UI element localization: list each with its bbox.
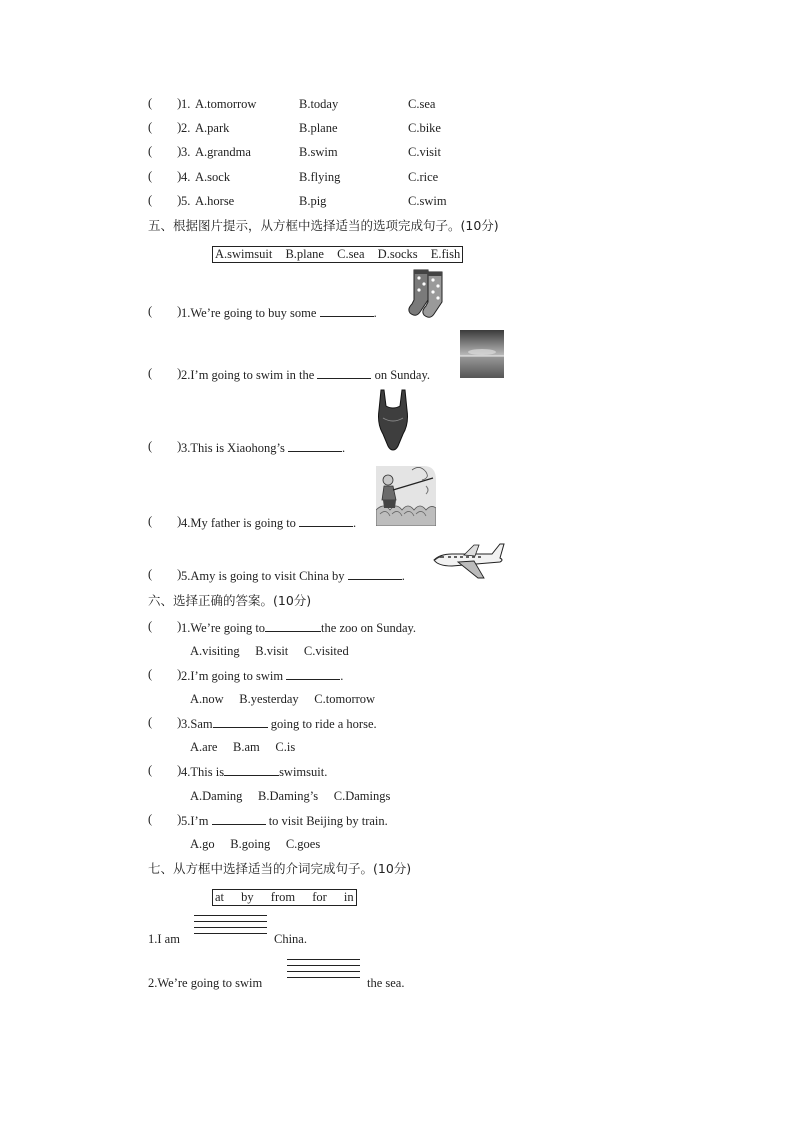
option: B.plane <box>285 247 324 261</box>
question-text: . <box>401 569 405 583</box>
question-text: going to ride a horse. <box>270 717 377 731</box>
section6-title: 六、选择正确的答案。(10分) <box>148 593 312 608</box>
option-c: C.sea <box>408 97 436 111</box>
answer-paren[interactable]: ( ) <box>148 439 182 453</box>
socks-picture <box>408 268 450 320</box>
answer-paren[interactable]: ( ) <box>148 144 182 158</box>
answer-blank[interactable] <box>287 959 360 983</box>
option-b: B.pig <box>299 194 327 208</box>
section5-option-box <box>212 246 463 263</box>
section6-options-2: A.now B.yesterday C.tomorrow <box>190 692 376 706</box>
question-number: 1. <box>181 97 191 111</box>
option-c: C.bike <box>408 121 441 135</box>
answer-paren[interactable]: ( ) <box>148 120 182 134</box>
answer-blank[interactable] <box>213 715 268 728</box>
answer-blank[interactable] <box>265 619 321 632</box>
option-b: B.plane <box>299 121 338 135</box>
section7-question-1-pre: 1.I am <box>148 932 180 946</box>
answer-paren[interactable]: ( ) <box>148 304 182 318</box>
option: C.sea <box>337 247 365 261</box>
answer-paren[interactable]: ( ) <box>148 667 182 681</box>
question-text: 2.I’m going to swim in the <box>181 368 315 382</box>
answer-blank[interactable] <box>194 915 267 939</box>
question-number: 4. <box>181 170 191 184</box>
option: at <box>215 890 225 904</box>
question-text: the zoo on Sunday. <box>321 621 417 635</box>
option: from <box>270 890 296 904</box>
option-c: C.swim <box>408 194 447 208</box>
question-text: . <box>340 669 344 683</box>
section5-question-3 <box>181 439 345 456</box>
section6-question-1 <box>181 619 416 636</box>
answer-paren[interactable]: ( ) <box>148 619 182 633</box>
answer-paren[interactable]: ( ) <box>148 169 182 183</box>
section6-question-4 <box>181 763 327 780</box>
section5-title: 五、根据图片提示，从方框中选择适当的选项完成句子。(10分) <box>148 218 499 233</box>
option-b: B.swim <box>299 145 338 159</box>
question-text: 3.Sam <box>181 717 213 731</box>
option: for <box>312 890 327 904</box>
answer-blank[interactable] <box>299 514 353 527</box>
question-number: 3. <box>181 145 191 159</box>
swimsuit-picture <box>374 388 412 454</box>
section6-options-3: A.are B.am C.is <box>190 740 296 754</box>
section5-question-4 <box>181 514 356 531</box>
question-text: . <box>373 306 377 320</box>
option-a: A.horse <box>195 194 235 208</box>
option-a: A.park <box>195 121 230 135</box>
question-text: 4.My father is going to <box>181 516 296 530</box>
option-b: B.flying <box>299 170 341 184</box>
section7-option-box <box>212 889 357 906</box>
question-text: 5.Amy is going to visit China by <box>181 569 345 583</box>
section7-question-2-pre: 2.We’re going to swim <box>148 976 263 990</box>
answer-paren[interactable]: ( ) <box>148 514 182 528</box>
section6-question-5 <box>181 812 388 829</box>
answer-paren[interactable]: ( ) <box>148 715 182 729</box>
option-a: A.grandma <box>195 145 251 159</box>
question-text: . <box>341 441 346 455</box>
section5-question-1 <box>181 304 377 321</box>
answer-blank[interactable] <box>212 812 266 825</box>
answer-paren[interactable]: ( ) <box>148 366 182 380</box>
question-text: 1.We’re going to <box>181 621 266 635</box>
answer-paren[interactable]: ( ) <box>148 763 182 777</box>
option-c: C.rice <box>408 170 439 184</box>
question-text: 3.This is Xiaohong’s <box>181 441 285 455</box>
answer-paren[interactable]: ( ) <box>148 193 182 207</box>
section5-question-2 <box>181 366 430 383</box>
section6-options-1: A.visiting B.visit C.visited <box>190 644 349 658</box>
question-text: 2.I’m going to swim <box>181 669 284 683</box>
option-a: A.tomorrow <box>195 97 257 111</box>
question-text: to visit Beijing by train. <box>268 814 388 828</box>
question-text: 4.This is <box>181 765 225 779</box>
answer-paren[interactable]: ( ) <box>148 812 182 826</box>
option: E.fish <box>430 247 461 261</box>
answer-paren[interactable]: ( ) <box>148 567 182 581</box>
question-text: swimsuit. <box>279 765 328 779</box>
answer-paren[interactable]: ( ) <box>148 96 182 110</box>
answer-blank[interactable] <box>286 667 340 680</box>
question-text: . <box>353 516 357 530</box>
section5-question-5 <box>181 567 405 584</box>
question-text: on Sunday. <box>374 368 431 382</box>
section6-question-2 <box>181 667 343 684</box>
option: A.swimsuit <box>215 247 273 261</box>
answer-blank[interactable] <box>317 366 371 379</box>
section6-question-3 <box>181 715 377 732</box>
section7-question-2-post: the sea. <box>367 976 405 990</box>
question-number: 5. <box>181 194 191 208</box>
answer-blank[interactable] <box>288 439 342 452</box>
answer-blank[interactable] <box>320 304 374 317</box>
option: by <box>241 890 254 904</box>
section6-options-4: A.Daming B.Daming’s C.Damings <box>190 789 391 803</box>
section6-options-5: A.go B.going C.goes <box>190 837 321 851</box>
option-b: B.today <box>299 97 339 111</box>
answer-blank[interactable] <box>348 567 402 580</box>
question-number: 2. <box>181 121 191 135</box>
option: D.socks <box>377 247 418 261</box>
section7-question-1-post: China. <box>274 932 307 946</box>
sea-picture <box>460 330 504 378</box>
option-a: A.sock <box>195 170 231 184</box>
answer-blank[interactable] <box>224 763 279 776</box>
question-text: 5.I’m <box>181 814 209 828</box>
option-c: C.visit <box>408 145 441 159</box>
fishing-picture <box>376 464 436 526</box>
plane-picture <box>430 540 506 582</box>
option: in <box>343 890 354 904</box>
question-text: 1.We’re going to buy some <box>181 306 317 320</box>
section7-title: 七、从方框中选择适当的介词完成句子。(10分) <box>148 861 412 876</box>
